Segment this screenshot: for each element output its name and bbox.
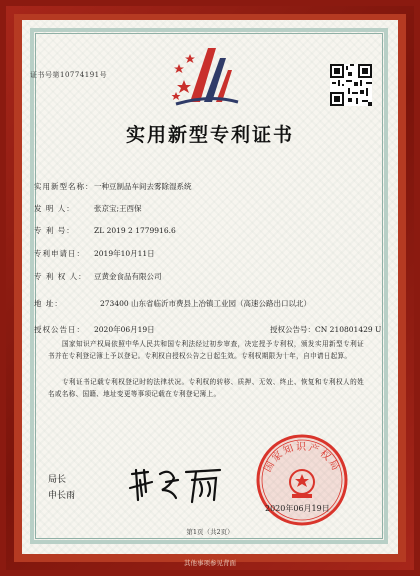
field-address-label-row	[34, 298, 94, 309]
field-address-value: 273400 山东省临沂市费县上冶镇工业园（高速公路出口以北）	[100, 299, 312, 308]
field-patent-number	[34, 225, 176, 236]
field-label: 专 利 权 人：	[34, 272, 87, 281]
signer-title: 局长	[48, 475, 67, 485]
field-value: 豆黄金食品有限公司	[94, 272, 162, 281]
patent-office-logo-icon	[170, 40, 240, 112]
certificate-title: 实用新型专利证书	[125, 124, 294, 146]
seal-text: 国家知识产权局	[262, 441, 342, 475]
field-utility-model-name	[34, 181, 192, 192]
field-label: 授权公告日：	[34, 325, 85, 334]
seal-date: 2020年06月19日	[265, 504, 330, 513]
field-value: ZL 2019 2 1779916.6	[94, 226, 176, 235]
signer-name: 申长雨	[48, 491, 76, 501]
field-application-date	[34, 248, 155, 259]
field-label: 发 明 人：	[34, 204, 75, 213]
field-label: 地 址：	[34, 299, 63, 308]
qr-code-icon	[330, 64, 372, 106]
field-patentee	[34, 271, 162, 282]
field-value: 一种豆制品车间去雾除湿系统	[94, 182, 192, 191]
paragraph-legal-status: 专利证书记载专利权登记时的法律状况。专利权的转移、质押、无效、终止、恢复和专利权人的姓名或名称、国籍、地址变更等事项记载在专利登记簿上。	[48, 378, 364, 398]
announcement-label: 授权公告号：	[270, 325, 315, 334]
footer-note: 其他事项参见背面	[184, 559, 236, 567]
handwritten-signature	[126, 460, 226, 508]
field-value: 2019年10月11日	[94, 249, 155, 258]
field-grant-date	[34, 324, 155, 335]
field-label: 实用新型名称：	[34, 182, 94, 191]
paragraph-grant: 国家知识产权局依照中华人民共和国专利法经过初步审查，决定授予专利权，颁发实用新型专利证书并在专利登记簿上予以登记。专利权自授权公告之日起生效。专利权期限为十年，自申请日起算。	[48, 340, 364, 360]
announcement-value: CN 210801429 U	[315, 325, 382, 334]
field-inventors	[34, 203, 142, 214]
page-number: 第1页（共2页）	[186, 528, 234, 536]
field-label: 专 利 号：	[34, 226, 75, 235]
field-value: 张京宝;王西保	[94, 204, 142, 213]
certificate-number: 证书号第10774191号	[30, 71, 108, 79]
field-label: 专利申请日：	[34, 249, 85, 258]
announcement-number	[270, 324, 381, 335]
field-value: 2020年06月19日	[94, 325, 155, 334]
